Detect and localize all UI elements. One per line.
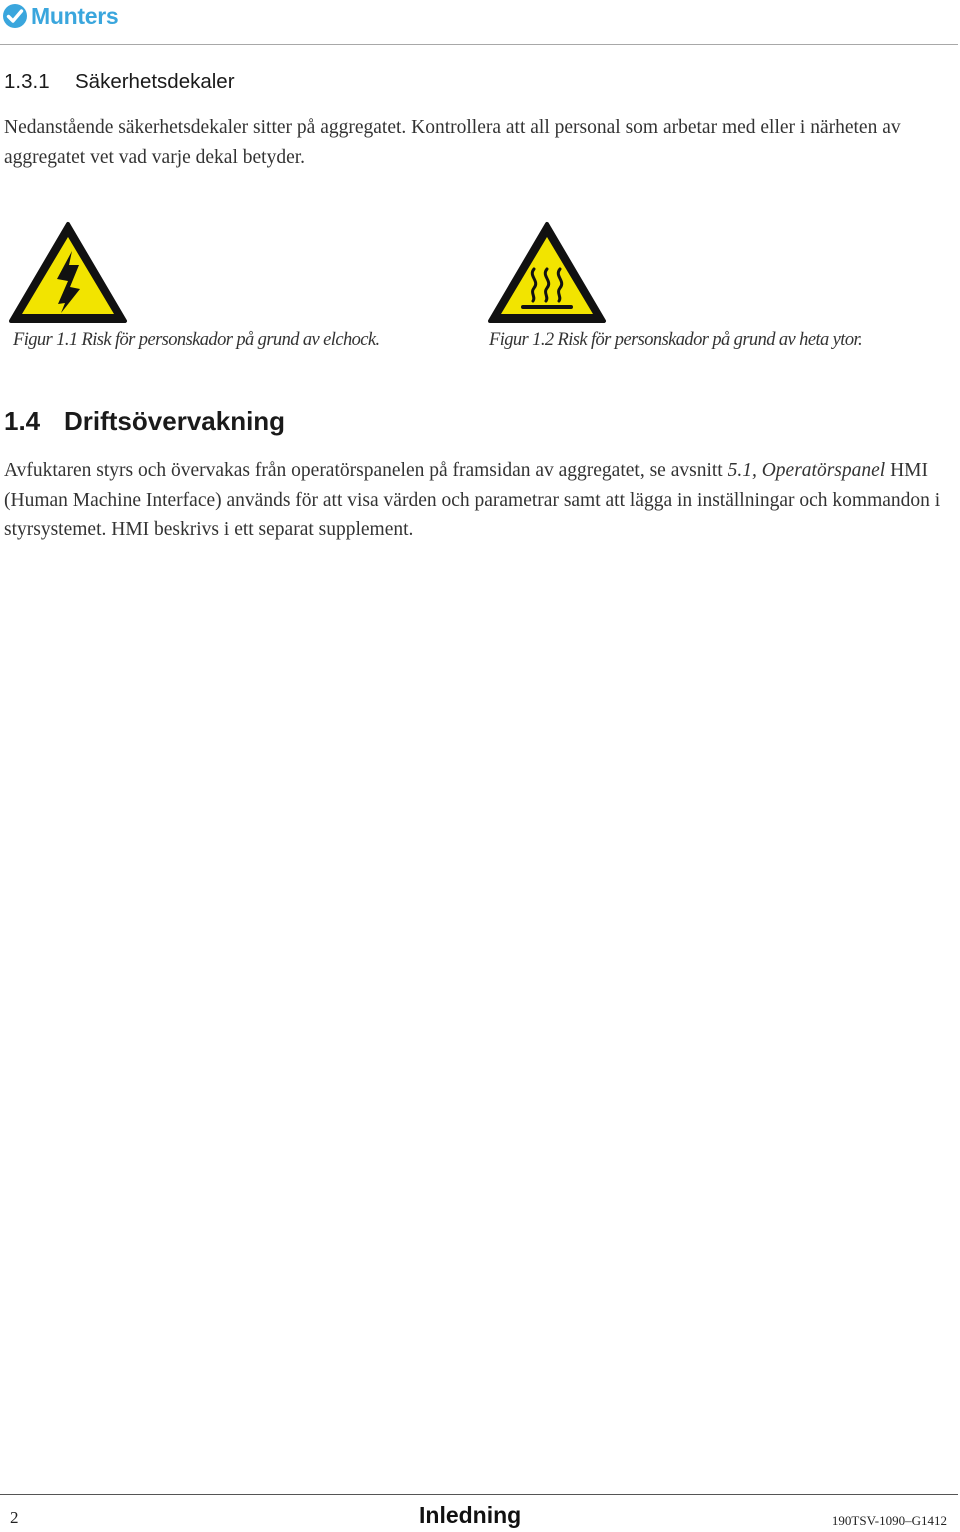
body-text: Avfuktaren styrs och övervakas från operatörspanelen på framsidan av aggregatet, se avsnitt [4,460,728,481]
electric-shock-warning-icon [8,221,128,325]
figure-electric-shock [8,221,128,325]
cross-reference-link[interactable]: 5.1, Operatörspanel [727,460,886,481]
page-number: 2 [10,1508,19,1527]
figure-hot-surface [487,221,607,325]
page-header [0,0,960,46]
section-number: 1.3.1 [4,70,50,93]
section-1-3-1-body: Nedanstående säkerhetsdekaler sitter på aggregatet. Kontrollera att all personal som arbetar med eller i närheten av aggregatet vet vad varje dekal betyder. [4,117,901,168]
header-divider [0,44,958,45]
footer-divider [0,1494,958,1495]
brand-name: Munters [31,2,119,29]
section-heading-1-3-1 [4,70,235,94]
munters-check-logo-icon [2,3,28,29]
section-title: Driftsövervakning [64,406,286,436]
document-id: 190TSV-1090–G1412 [831,1513,947,1528]
section-title: Säkerhetsdekaler [75,70,235,93]
section-number: 1.4 [4,406,41,436]
figure-caption-1-2: Figur 1.2 Risk för personskador på grund av heta ytor. [489,330,863,350]
hot-surface-warning-icon [487,221,607,325]
section-1-4-body [4,456,949,545]
figure-caption-1-1: Figur 1.1 Risk för personskador på grund av elchock. [13,330,380,350]
body-text: HMI (Human Machine Interface) används för att visa värden och parametrar samt att lägga in inställningar och kommandon i styrsystemet. HMI beskrivs i ett separat supplement. [4,460,941,540]
chapter-title: Inledning [419,1502,522,1528]
brand-logo [2,2,118,30]
section-heading-1-4 [4,406,285,437]
